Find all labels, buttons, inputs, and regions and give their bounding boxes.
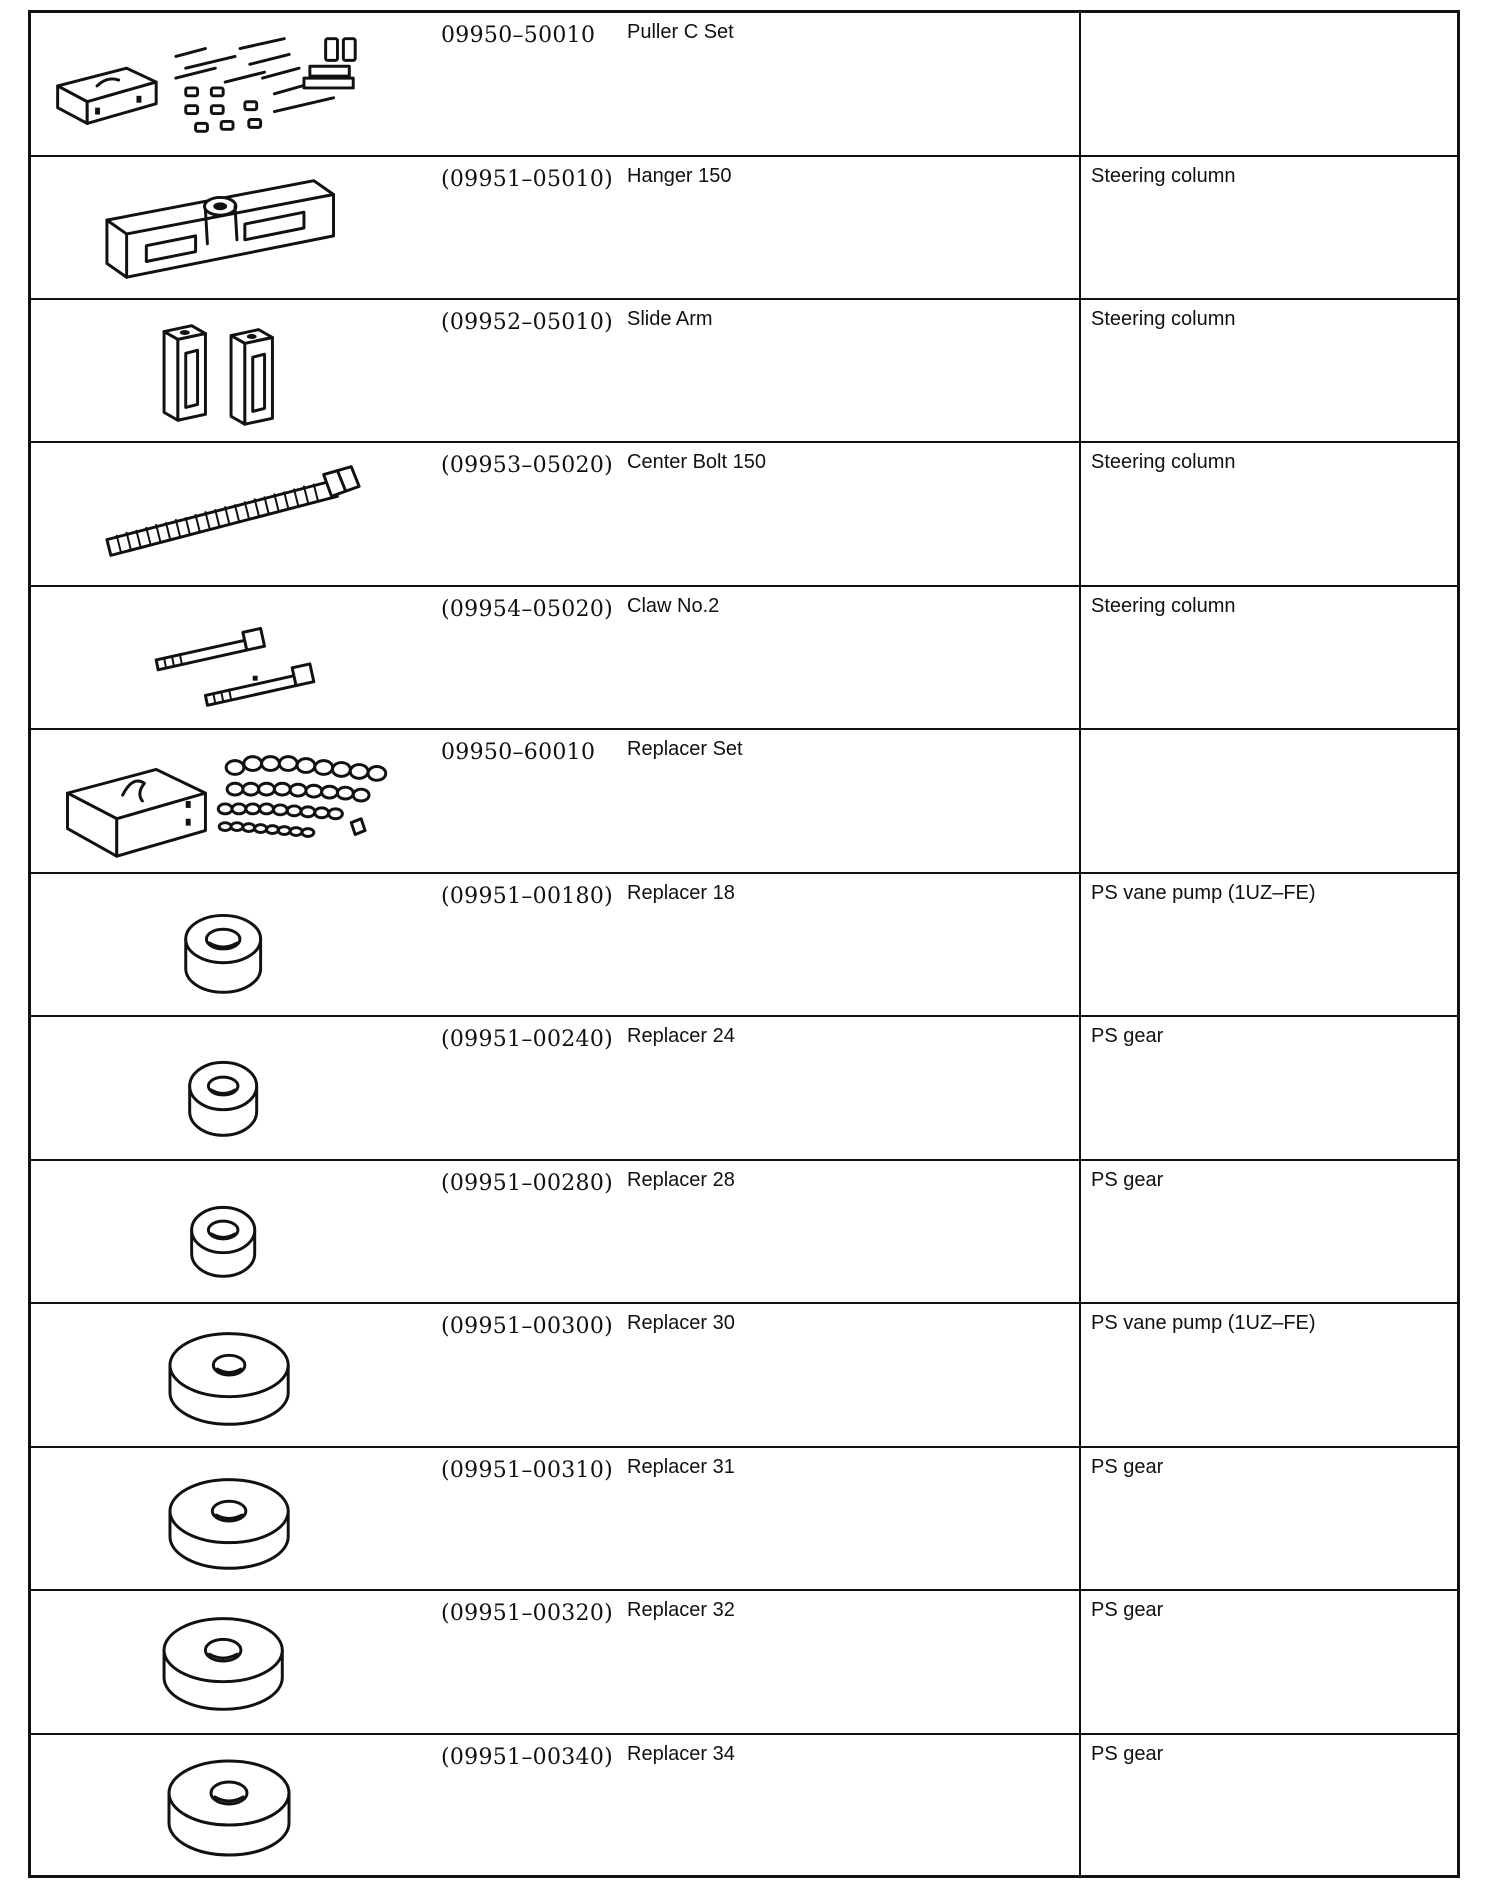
column-divider	[1079, 1735, 1081, 1875]
application-note: Steering column	[1091, 595, 1236, 617]
application-note: PS vane pump (1UZ–FE)	[1091, 882, 1316, 904]
part-name: Replacer Set	[627, 738, 743, 760]
column-divider	[1079, 1017, 1081, 1159]
replacer-ring-icon	[35, 1308, 435, 1442]
column-divider	[1079, 730, 1081, 872]
application-note: PS gear	[1091, 1025, 1164, 1047]
part-number: (09951–00310)	[441, 1458, 614, 1483]
application-note: PS gear	[1091, 1456, 1164, 1478]
table-row	[31, 874, 1457, 1017]
application-note: PS gear	[1091, 1743, 1164, 1765]
column-divider	[1079, 1304, 1081, 1446]
column-divider	[1079, 13, 1081, 155]
replacer-ring-icon	[35, 1165, 435, 1298]
part-name: Center Bolt 150	[627, 451, 766, 473]
part-number: (09951–00340)	[441, 1745, 614, 1770]
table-row	[31, 1161, 1457, 1304]
center-bolt-icon	[35, 447, 435, 581]
puller-set-case-icon	[35, 17, 435, 151]
special-service-tools-table	[28, 10, 1460, 1878]
replacer-ring-icon	[35, 1021, 435, 1155]
column-divider	[1079, 1161, 1081, 1302]
part-number: 09950–60010	[441, 740, 596, 765]
column-divider	[1079, 300, 1081, 441]
table-row	[31, 1304, 1457, 1448]
replacer-ring-icon	[35, 1739, 435, 1871]
part-number: (09951–00180)	[441, 884, 614, 909]
column-divider	[1079, 157, 1081, 298]
table-row	[31, 587, 1457, 730]
part-name: Replacer 31	[627, 1456, 735, 1478]
replacer-set-case-icon	[35, 734, 435, 868]
table-row	[31, 300, 1457, 443]
replacer-ring-icon	[35, 1595, 435, 1729]
claw-bolts-icon	[35, 591, 435, 724]
table-row	[31, 1735, 1457, 1875]
column-divider	[1079, 1448, 1081, 1589]
table-row	[31, 1017, 1457, 1161]
part-name: Hanger 150	[627, 165, 732, 187]
replacer-ring-icon	[35, 1452, 435, 1585]
part-number: (09954–05020)	[441, 597, 614, 622]
application-note: Steering column	[1091, 165, 1236, 187]
part-number: (09951–00280)	[441, 1171, 614, 1196]
part-name: Slide Arm	[627, 308, 713, 330]
part-number: 09950–50010	[441, 23, 596, 48]
part-number: (09953–05020)	[441, 453, 614, 478]
part-name: Replacer 28	[627, 1169, 735, 1191]
application-note: Steering column	[1091, 451, 1236, 473]
table-row	[31, 13, 1457, 157]
table-row	[31, 157, 1457, 300]
column-divider	[1079, 443, 1081, 585]
part-name: Puller C Set	[627, 21, 734, 43]
part-name: Replacer 18	[627, 882, 735, 904]
part-number: (09951–00240)	[441, 1027, 614, 1052]
hanger-bar-icon	[35, 161, 435, 294]
replacer-ring-icon	[35, 878, 435, 1011]
slide-arm-blocks-icon	[35, 304, 435, 437]
table-row	[31, 1448, 1457, 1591]
part-number: (09951–05010)	[441, 167, 614, 192]
part-name: Replacer 32	[627, 1599, 735, 1621]
application-note: Steering column	[1091, 308, 1236, 330]
column-divider	[1079, 1591, 1081, 1733]
part-name: Replacer 24	[627, 1025, 735, 1047]
part-name: Claw No.2	[627, 595, 720, 617]
part-number: (09951–00300)	[441, 1314, 614, 1339]
application-note: PS gear	[1091, 1599, 1164, 1621]
application-note: PS gear	[1091, 1169, 1164, 1191]
part-number: (09951–00320)	[441, 1601, 614, 1626]
column-divider	[1079, 874, 1081, 1015]
column-divider	[1079, 587, 1081, 728]
table-row	[31, 1591, 1457, 1735]
table-row	[31, 443, 1457, 587]
table-row	[31, 730, 1457, 874]
application-note: PS vane pump (1UZ–FE)	[1091, 1312, 1316, 1334]
part-name: Replacer 34	[627, 1743, 735, 1765]
part-number: (09952–05010)	[441, 310, 614, 335]
part-name: Replacer 30	[627, 1312, 735, 1334]
